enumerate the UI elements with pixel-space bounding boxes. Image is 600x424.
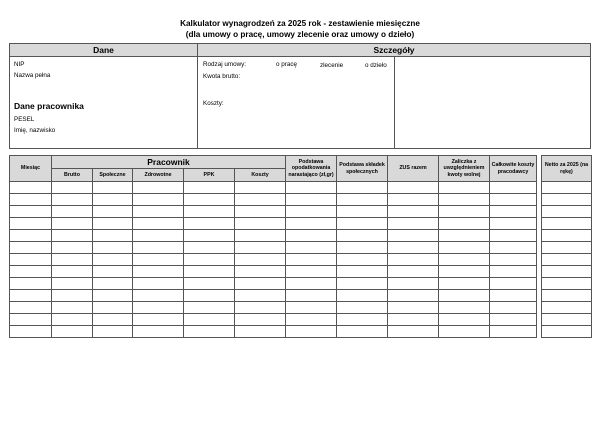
- table-cell[interactable]: [439, 254, 490, 266]
- table-cell[interactable]: [93, 206, 133, 218]
- table-cell[interactable]: [388, 266, 439, 278]
- netto-cell[interactable]: [542, 314, 592, 326]
- dane-header: Dane: [10, 44, 197, 56]
- table-cell[interactable]: [133, 194, 184, 206]
- table-cell[interactable]: [286, 206, 337, 218]
- nip-label: NIP: [14, 61, 25, 68]
- table-cell[interactable]: [184, 314, 235, 326]
- title-line-1: Kalkulator wynagrodzeń za 2025 rok - zestawienie miesięczne: [180, 19, 420, 28]
- table-cell[interactable]: [10, 302, 52, 314]
- table-cell[interactable]: [235, 278, 286, 290]
- table-cell[interactable]: [490, 206, 537, 218]
- col-zus-razem: ZUS razem: [388, 156, 439, 182]
- netto-row: [542, 314, 592, 326]
- table-cell[interactable]: [52, 194, 93, 206]
- table-cell[interactable]: [235, 194, 286, 206]
- netto-row: [542, 254, 592, 266]
- netto-cell[interactable]: [542, 290, 592, 302]
- table-cell[interactable]: [93, 326, 133, 338]
- table-cell[interactable]: [52, 182, 93, 194]
- dane-pracownika-title: Dane pracownika: [14, 101, 84, 111]
- table-cell[interactable]: [10, 314, 52, 326]
- table-cell[interactable]: [337, 230, 388, 242]
- table-cell[interactable]: [490, 302, 537, 314]
- table-cell[interactable]: [93, 242, 133, 254]
- table-cell[interactable]: [10, 230, 52, 242]
- table-cell[interactable]: [93, 278, 133, 290]
- table-cell[interactable]: [133, 182, 184, 194]
- table-cell[interactable]: [184, 194, 235, 206]
- table-cell[interactable]: [133, 242, 184, 254]
- table-cell[interactable]: [235, 254, 286, 266]
- table-cell[interactable]: [52, 302, 93, 314]
- netto-row: [542, 302, 592, 314]
- table-cell[interactable]: [52, 290, 93, 302]
- table-cell[interactable]: [490, 242, 537, 254]
- table-cell[interactable]: [184, 254, 235, 266]
- table-cell[interactable]: [184, 182, 235, 194]
- table-cell[interactable]: [286, 230, 337, 242]
- imie-label: Imię, nazwisko: [14, 127, 56, 134]
- table-cell[interactable]: [93, 254, 133, 266]
- table-cell[interactable]: [133, 218, 184, 230]
- table-cell[interactable]: [490, 314, 537, 326]
- table-cell[interactable]: [490, 230, 537, 242]
- table-cell[interactable]: [490, 254, 537, 266]
- table-cell[interactable]: [52, 218, 93, 230]
- table-cell[interactable]: [52, 266, 93, 278]
- netto-row: [542, 194, 592, 206]
- nazwa-label: Nazwa pełna: [14, 72, 51, 79]
- rodzaj-umowy-label: Rodzaj umowy:: [203, 61, 247, 68]
- table-cell[interactable]: [388, 206, 439, 218]
- kwota-brutto-label: Kwota brutto:: [203, 73, 241, 80]
- table-cell[interactable]: [286, 290, 337, 302]
- col-netto: Netto za 2025 (na rękę): [542, 156, 592, 182]
- table-cell[interactable]: [10, 194, 52, 206]
- table-cell[interactable]: [10, 218, 52, 230]
- table-cell[interactable]: [10, 278, 52, 290]
- table-cell[interactable]: [184, 242, 235, 254]
- table-cell[interactable]: [490, 290, 537, 302]
- table-cell[interactable]: [388, 242, 439, 254]
- table-row: [10, 218, 537, 230]
- netto-row: [542, 326, 592, 338]
- table-cell[interactable]: [388, 314, 439, 326]
- netto-row: [542, 266, 592, 278]
- col-zdrowotne: Zdrowotne: [133, 169, 184, 182]
- table-cell[interactable]: [133, 230, 184, 242]
- table-cell[interactable]: [235, 302, 286, 314]
- netto-cell[interactable]: [542, 302, 592, 314]
- table-cell[interactable]: [184, 302, 235, 314]
- table-cell[interactable]: [184, 206, 235, 218]
- col-pracownik: Pracownik: [52, 156, 286, 169]
- info-section: [9, 43, 591, 149]
- table-cell[interactable]: [93, 314, 133, 326]
- table-cell[interactable]: [235, 218, 286, 230]
- table-cell[interactable]: [439, 194, 490, 206]
- netto-row: [542, 182, 592, 194]
- table-cell[interactable]: [388, 254, 439, 266]
- table-cell[interactable]: [235, 314, 286, 326]
- table-cell[interactable]: [337, 314, 388, 326]
- umowa-o-prace-option[interactable]: o pracę: [276, 61, 298, 68]
- table-cell[interactable]: [52, 278, 93, 290]
- table-cell[interactable]: [286, 254, 337, 266]
- header-divider: [9, 56, 591, 57]
- table-cell[interactable]: [490, 194, 537, 206]
- table-cell[interactable]: [388, 194, 439, 206]
- col-calkowite-koszty: Całkowite koszty pracodawcy: [490, 156, 537, 182]
- table-cell[interactable]: [388, 182, 439, 194]
- table-row: [10, 182, 537, 194]
- table-cell[interactable]: [286, 194, 337, 206]
- table-cell[interactable]: [337, 206, 388, 218]
- table-cell[interactable]: [490, 218, 537, 230]
- table-cell[interactable]: [133, 290, 184, 302]
- col-brutto: Brutto: [52, 169, 93, 182]
- netto-row: [542, 278, 592, 290]
- table-cell[interactable]: [93, 266, 133, 278]
- table-cell[interactable]: [439, 206, 490, 218]
- table-cell[interactable]: [184, 290, 235, 302]
- netto-cell[interactable]: [542, 266, 592, 278]
- table-cell[interactable]: [439, 278, 490, 290]
- table-cell[interactable]: [337, 278, 388, 290]
- col-zaliczka: Zaliczka z uwzględnieniem kwoty wolnej: [439, 156, 490, 182]
- table-cell[interactable]: [133, 266, 184, 278]
- table-cell[interactable]: [184, 218, 235, 230]
- table-cell[interactable]: [439, 230, 490, 242]
- title-line-2: (dla umowy o pracę, umowy zlecenie oraz umowy o dzieło): [185, 30, 415, 39]
- table-cell[interactable]: [133, 254, 184, 266]
- table-cell[interactable]: [133, 206, 184, 218]
- table-cell[interactable]: [10, 182, 52, 194]
- table-row: [10, 302, 537, 314]
- netto-cell[interactable]: [542, 194, 592, 206]
- table-cell[interactable]: [10, 254, 52, 266]
- divider-szczegoly: [394, 56, 395, 149]
- table-cell[interactable]: [388, 290, 439, 302]
- netto-cell[interactable]: [542, 230, 592, 242]
- table-row: [10, 194, 537, 206]
- umowa-o-dzielo-option[interactable]: o dzieło: [365, 62, 387, 69]
- table-cell[interactable]: [235, 242, 286, 254]
- szczegoly-header: Szczegóły: [198, 44, 590, 56]
- netto-cell[interactable]: [542, 254, 592, 266]
- netto-cell[interactable]: [542, 218, 592, 230]
- netto-cell[interactable]: [542, 278, 592, 290]
- table-cell[interactable]: [337, 194, 388, 206]
- table-cell[interactable]: [337, 326, 388, 338]
- table-cell[interactable]: [235, 266, 286, 278]
- table-cell[interactable]: [184, 278, 235, 290]
- table-cell[interactable]: [184, 326, 235, 338]
- table-cell[interactable]: [93, 194, 133, 206]
- table-cell[interactable]: [93, 290, 133, 302]
- table-cell[interactable]: [93, 182, 133, 194]
- col-podstawa-opodatkowania: Podstawa opodatkowania narastająco (zł,gr): [286, 156, 337, 182]
- table-cell[interactable]: [439, 242, 490, 254]
- table-cell[interactable]: [235, 230, 286, 242]
- koszty-label: Koszty:: [203, 100, 224, 107]
- table-cell[interactable]: [10, 206, 52, 218]
- table-cell[interactable]: [439, 326, 490, 338]
- pesel-label: PESEL: [14, 116, 35, 123]
- table-cell[interactable]: [52, 254, 93, 266]
- table-cell[interactable]: [337, 182, 388, 194]
- table-cell[interactable]: [235, 206, 286, 218]
- table-cell[interactable]: [490, 182, 537, 194]
- table-cell[interactable]: [52, 326, 93, 338]
- table-cell[interactable]: [93, 230, 133, 242]
- table-cell[interactable]: [439, 266, 490, 278]
- table-row: [10, 254, 537, 266]
- table-row: [10, 278, 537, 290]
- table-cell[interactable]: [184, 266, 235, 278]
- table-cell[interactable]: [337, 290, 388, 302]
- col-podstawa-skladek: Podstawa składek społecznych: [337, 156, 388, 182]
- table-row: [10, 266, 537, 278]
- table-cell[interactable]: [133, 302, 184, 314]
- table-row: [10, 242, 537, 254]
- netto-row: [542, 230, 592, 242]
- table-cell[interactable]: [52, 230, 93, 242]
- netto-cell[interactable]: [542, 242, 592, 254]
- col-koszty: Koszty: [235, 169, 286, 182]
- monthly-table: [9, 155, 537, 338]
- table-cell[interactable]: [490, 266, 537, 278]
- table-cell[interactable]: [235, 326, 286, 338]
- table-cell[interactable]: [235, 290, 286, 302]
- table-cell[interactable]: [235, 182, 286, 194]
- table-cell[interactable]: [490, 278, 537, 290]
- table-cell[interactable]: [286, 266, 337, 278]
- col-spoleczne: Społeczne: [93, 169, 133, 182]
- table-cell[interactable]: [10, 326, 52, 338]
- table-cell[interactable]: [388, 278, 439, 290]
- table-cell[interactable]: [286, 302, 337, 314]
- table-cell[interactable]: [286, 314, 337, 326]
- table-cell[interactable]: [10, 266, 52, 278]
- col-ppk: PPK: [184, 169, 235, 182]
- table-row: [10, 230, 537, 242]
- table-cell[interactable]: [286, 326, 337, 338]
- table-row: [10, 290, 537, 302]
- table-cell[interactable]: [286, 278, 337, 290]
- col-miesiac: Miesiąc: [10, 156, 52, 182]
- netto-cell[interactable]: [542, 182, 592, 194]
- table-cell[interactable]: [133, 314, 184, 326]
- table-cell[interactable]: [52, 314, 93, 326]
- table-cell[interactable]: [439, 314, 490, 326]
- divider-dane: [197, 43, 198, 149]
- table-cell[interactable]: [388, 302, 439, 314]
- table-cell[interactable]: [133, 278, 184, 290]
- table-cell[interactable]: [133, 326, 184, 338]
- table-cell[interactable]: [10, 290, 52, 302]
- umowa-zlecenie-option[interactable]: zlecenie: [320, 62, 344, 69]
- table-cell[interactable]: [337, 242, 388, 254]
- table-row: [10, 206, 537, 218]
- table-cell[interactable]: [337, 254, 388, 266]
- table-row: [10, 314, 537, 326]
- table-cell[interactable]: [93, 302, 133, 314]
- table-cell[interactable]: [286, 218, 337, 230]
- table-cell[interactable]: [388, 326, 439, 338]
- table-cell[interactable]: [286, 242, 337, 254]
- table-cell[interactable]: [337, 266, 388, 278]
- table-cell[interactable]: [439, 290, 490, 302]
- table-cell[interactable]: [286, 182, 337, 194]
- table-cell[interactable]: [388, 218, 439, 230]
- netto-cell[interactable]: [542, 206, 592, 218]
- table-cell[interactable]: [93, 218, 133, 230]
- table-row: [10, 326, 537, 338]
- table-cell[interactable]: [10, 242, 52, 254]
- netto-row: [542, 242, 592, 254]
- table-cell[interactable]: [337, 218, 388, 230]
- table-cell[interactable]: [388, 230, 439, 242]
- table-cell[interactable]: [184, 230, 235, 242]
- netto-row: [542, 290, 592, 302]
- netto-cell[interactable]: [542, 326, 592, 338]
- table-cell[interactable]: [52, 206, 93, 218]
- table-cell[interactable]: [439, 302, 490, 314]
- table-cell[interactable]: [490, 326, 537, 338]
- table-cell[interactable]: [439, 182, 490, 194]
- table-cell[interactable]: [52, 242, 93, 254]
- netto-row: [542, 218, 592, 230]
- table-cell[interactable]: [337, 302, 388, 314]
- netto-row: [542, 206, 592, 218]
- netto-table: [541, 155, 592, 338]
- table-cell[interactable]: [439, 218, 490, 230]
